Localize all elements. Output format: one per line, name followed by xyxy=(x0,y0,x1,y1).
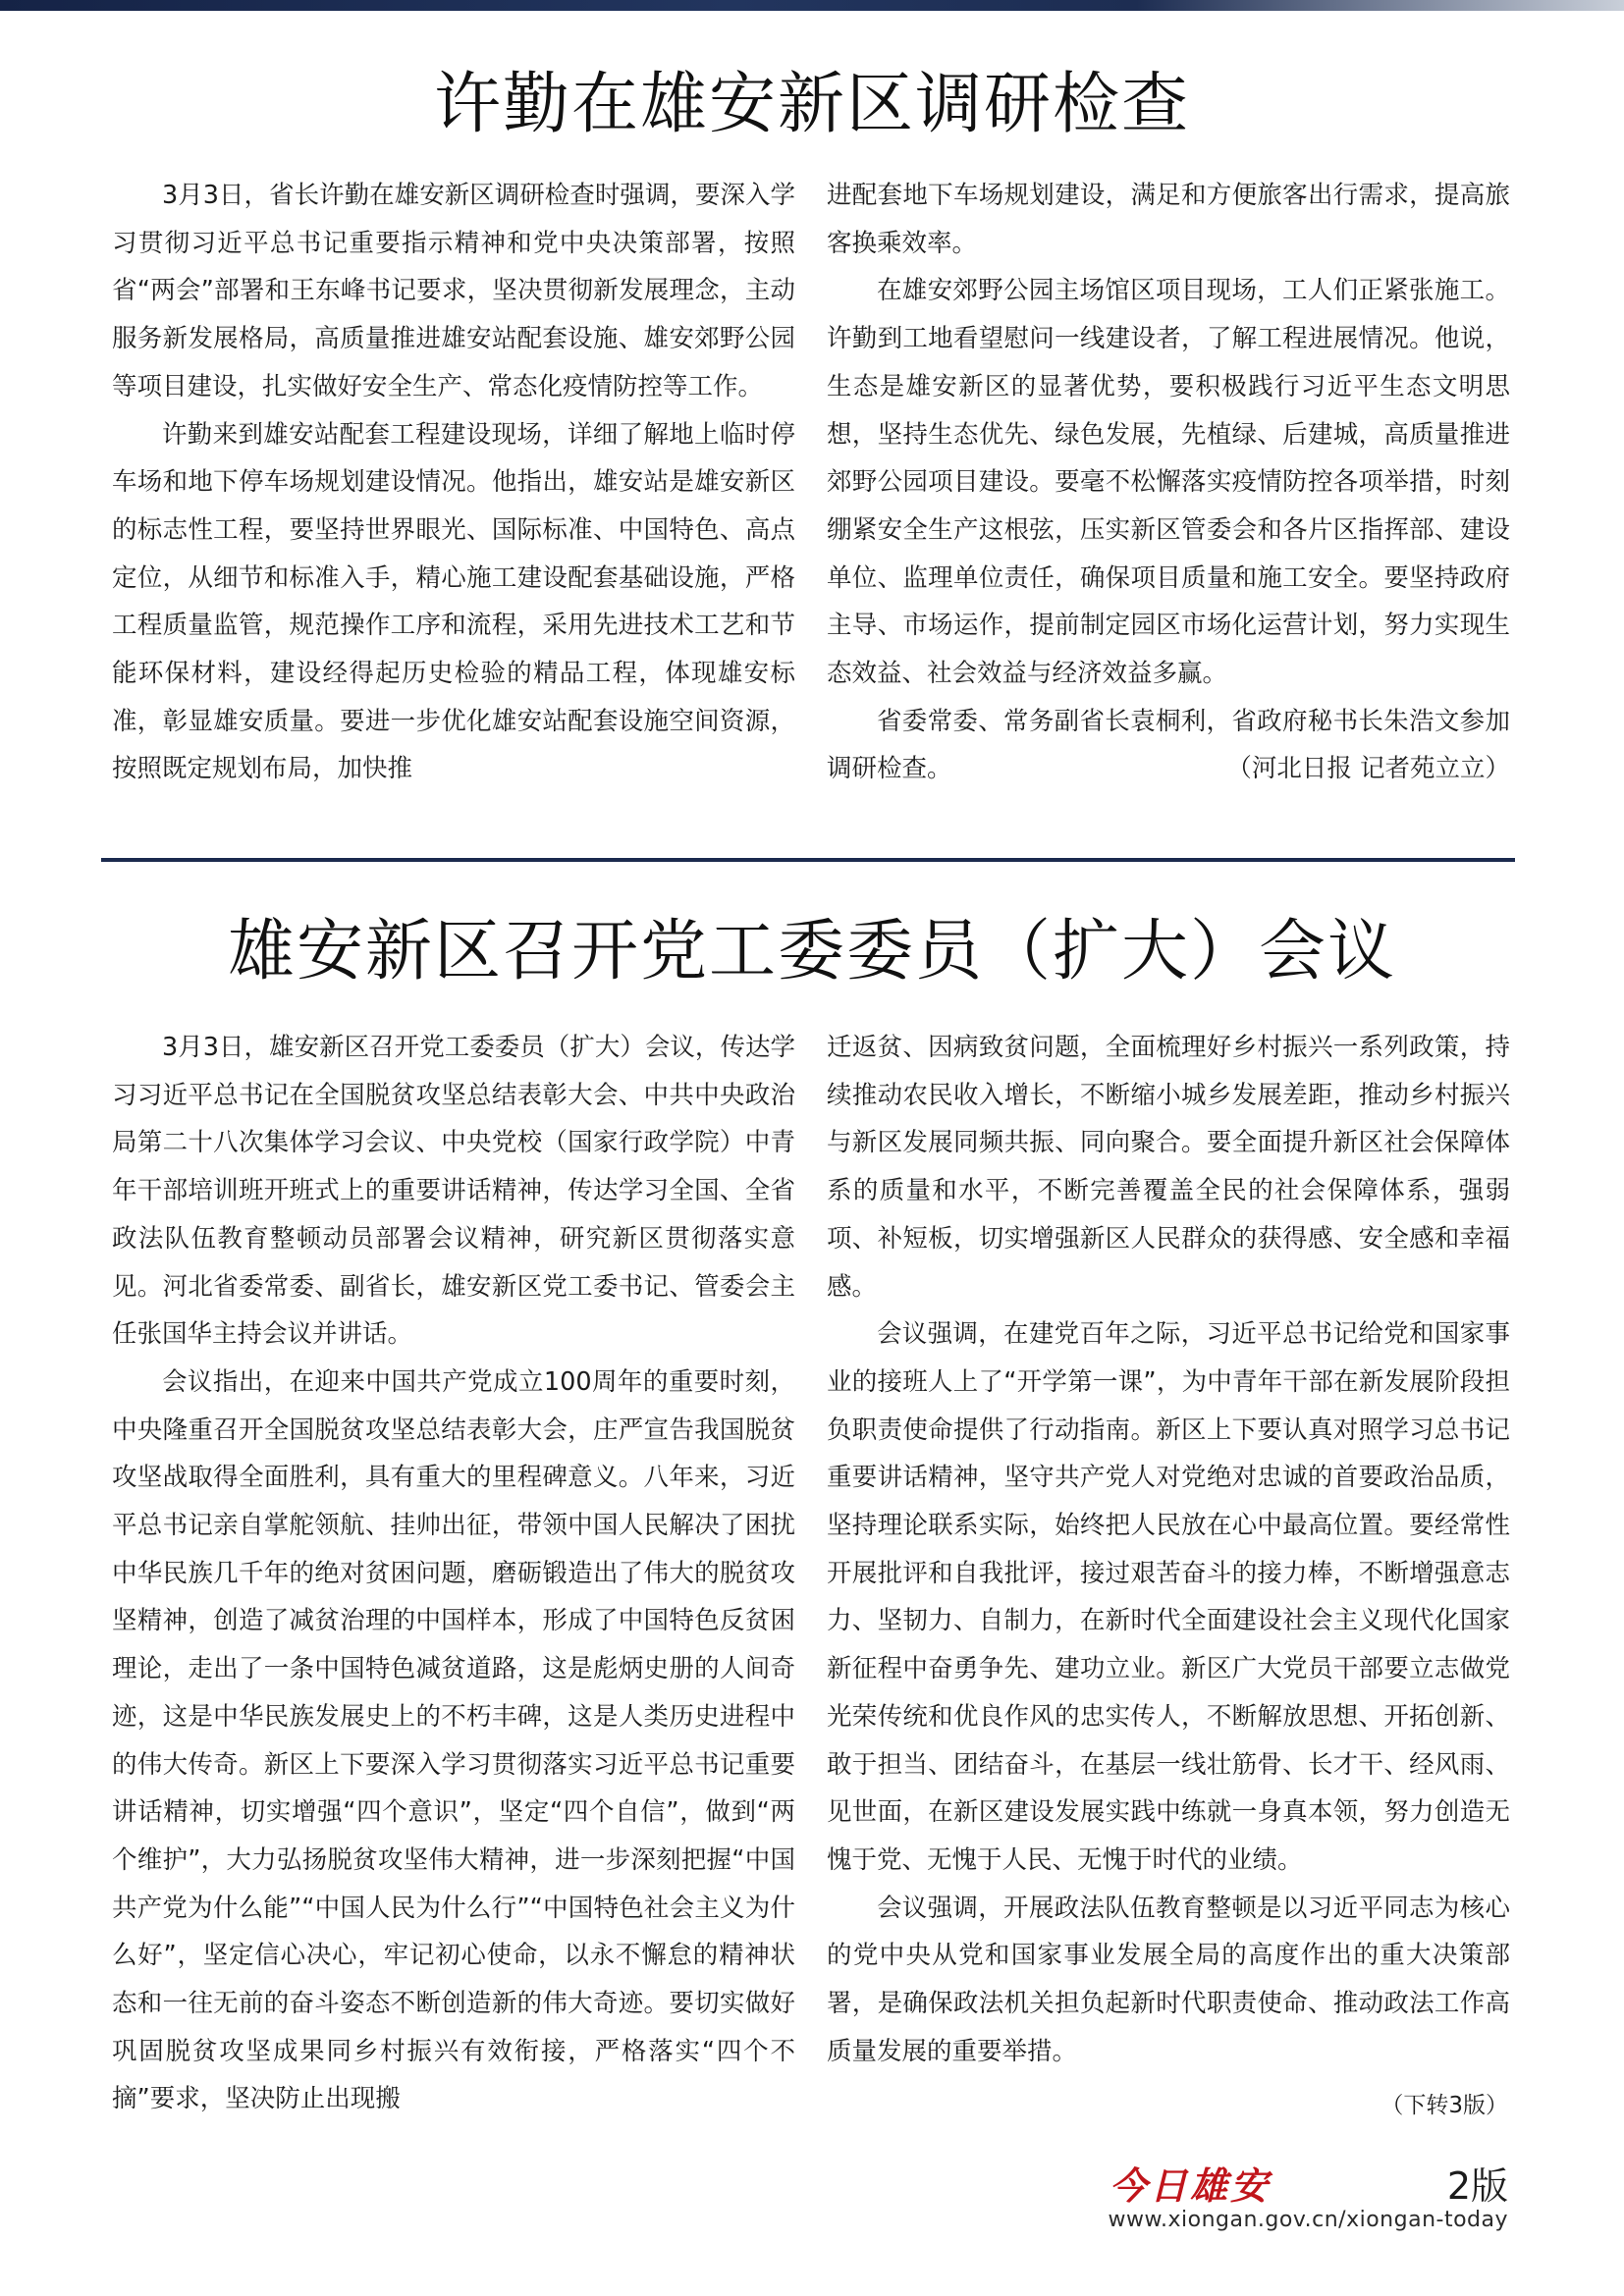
publication-logo: 今日雄安 xyxy=(1110,2163,1272,2208)
top-banner-bar xyxy=(0,0,1624,11)
paragraph: 在雄安郊野公园主场馆区项目现场，工人们正紧张施工。许勤到工地看望慰问一线建设者，了解工程进展情况。他说，生态是雄安新区的显著优势，要积极践行习近平生态文明思想，坚持生态优先、绿色发展，先植绿、后建城，高质量推进郊野公园项目建设。要毫不松懈落实疫情防控各项举措，时刻绷紧安全生产这根弦，压实新区管委会和各片区指挥部、建设单位、监理单位责任，确保项目质量和施工安全。要坚持政府主导、市场运作，提前制定园区市场化运营计划，努力实现生态效益、社会效益与经济效益多赢。 xyxy=(827,276,1510,689)
article-1-title: 许勤在雄安新区调研检查 xyxy=(433,66,1190,143)
paragraph-continuation: 迁返贫、因病致贫问题，全面梳理好乡村振兴一系列政策，持续推动农民收入增长，不断缩小城乡发展差距，推动乡村振兴与新区发展同频共振、同向聚合。要全面提升新区社会保障体系的质量和水平，不断完善覆盖全民的社会保障体系，强弱项、补短板，切实增强新区人民群众的获得感、安全感和幸福感。 xyxy=(827,1033,1510,1302)
article-2-title: 雄安新区召开党工委委员（扩大）会议 xyxy=(227,913,1396,990)
continued-note: （下转3版） xyxy=(1380,2093,1508,2118)
paragraph: 会议强调，开展政法队伍教育整顿是以习近平同志为核心的党中央从党和国家事业发展全局的高度作出的重大决策部署，是确保政法机关担负起新时代职责使命、推动政法工作高质量发展的重要举措。 xyxy=(827,1893,1510,2066)
byline: （河北日报 记者苑立立） xyxy=(1226,754,1510,784)
article-1-right-column xyxy=(827,172,1510,793)
paragraph-continuation: 进配套地下车场规划建设，满足和方便旅客出行需求，提高旅客换乘效率。 xyxy=(827,181,1510,258)
article-divider xyxy=(101,858,1515,862)
paragraph: 3月3日，雄安新区召开党工委委员（扩大）会议，传达学习习近平总书记在全国脱贫攻坚总结表彰大会、中共中央政治局第二十八次集体学习会议、中央党校（国家行政学院）中青年干部培训班开班式上的重要讲话精神，传达学习全国、全省政法队伍教育整顿动员部署会议精神，研究新区贯彻落实意见。河北省委常委、副省长，雄安新区党工委书记、管委会主任张国华主持会议并讲话。 xyxy=(112,1033,795,1350)
article-2-right-column xyxy=(827,1024,1510,2075)
paragraph: 会议指出，在迎来中国共产党成立100周年的重要时刻，中央隆重召开全国脱贫攻坚总结表彰大会，庄严宣告我国脱贫攻坚战取得全面胜利，具有重大的里程碑意义。八年来，习近平总书记亲自掌舵领航、挂帅出征，带领中国人民解决了困扰中华民族几千年的绝对贫困问题，磨砺锻造出了伟大的脱贫攻坚精神，创造了减贫治理的中国样本，形成了中国特色反贫困理论，走出了一条中国特色减贫道路，这是彪炳史册的人间奇迹，这是中华民族发展史上的不朽丰碑，这是人类历史进程中的伟大传奇。新区上下要深入学习贯彻落实习近平总书记重要讲话精神，切实增强“四个意识”，坚定“四个自信”，做到“两个维护”，大力弘扬脱贫攻坚伟大精神，进一步深刻把握“中国共产党为什么能”“中国人民为什么行”“中国特色社会主义为什么好”，坚定信心决心，牢记初心使命，以永不懈怠的精神状态和一往无前的奋斗姿态不断创造新的伟大奇迹。要切实做好巩固脱贫攻坚成果同乡村振兴有效衔接，严格落实“四个不摘”要求，坚决防止出现搬 xyxy=(112,1366,795,2114)
paragraph: 省委常委、常务副省长袁桐利，省政府秘书长朱浩文参加调研检查。 xyxy=(827,706,1510,784)
paragraph: 许勤来到雄安站配套工程建设现场，详细了解地上临时停车场和地下停车场规划建设情况。他指出，雄安站是雄安新区的标志性工程，要坚持世界眼光、国际标准、中国特色、高点定位，从细节和标准入手，精心施工建设配套基础设施，严格工程质量监管，规范操作工序和流程，采用先进技术工艺和节能环保材料，建设经得起历史检验的精品工程，体现雄安标准，彰显雄安质量。要进一步优化雄安站配套设施空间资源，按照既定规划布局，加快推 xyxy=(112,419,795,784)
paragraph: 会议强调，在建党百年之际，习近平总书记给党和国家事业的接班人上了“开学第一课”，为中青年干部在新发展阶段担负职责使命提供了行动指南。新区上下要认真对照学习总书记重要讲话精神，坚守共产党人对党绝对忠诚的首要政治品质，坚持理论联系实际，始终把人民放在心中最高位置。要经常性开展批评和自我批评，接过艰苦奋斗的接力棒，不断增强意志力、坚韧力、自制力，在新时代全面建设社会主义现代化国家新征程中奋勇争先、建功立业。新区广大党员干部要立志做党光荣传统和优良作风的忠实传人，不断解放思想、开拓创新、敢于担当、团结奋斗，在基层一线壮筋骨、长才干、经风雨、见世面，在新区建设发展实践中练就一身真本领，努力创造无愧于党、无愧于人民、无愧于时代的业绩。 xyxy=(827,1319,1510,1875)
paragraph: 3月3日，省长许勤在雄安新区调研检查时强调，要深入学习贯彻习近平总书记重要指示精神和党中央决策部署，按照省“两会”部署和王东峰书记要求，坚决贯彻新发展理念，主动服务新发展格局，高质量推进雄安站配套设施、雄安郊野公园等项目建设，扎实做好安全生产、常态化疫情防控等工作。 xyxy=(112,181,795,401)
website-url[interactable]: www.xiongan.gov.cn/xiongan-today xyxy=(1108,2208,1508,2232)
page-number: 2版 xyxy=(1446,2164,1508,2208)
article-1-left-column xyxy=(112,172,795,793)
article-2-left-column xyxy=(112,1024,795,2123)
paragraph-with-byline xyxy=(827,698,1510,793)
